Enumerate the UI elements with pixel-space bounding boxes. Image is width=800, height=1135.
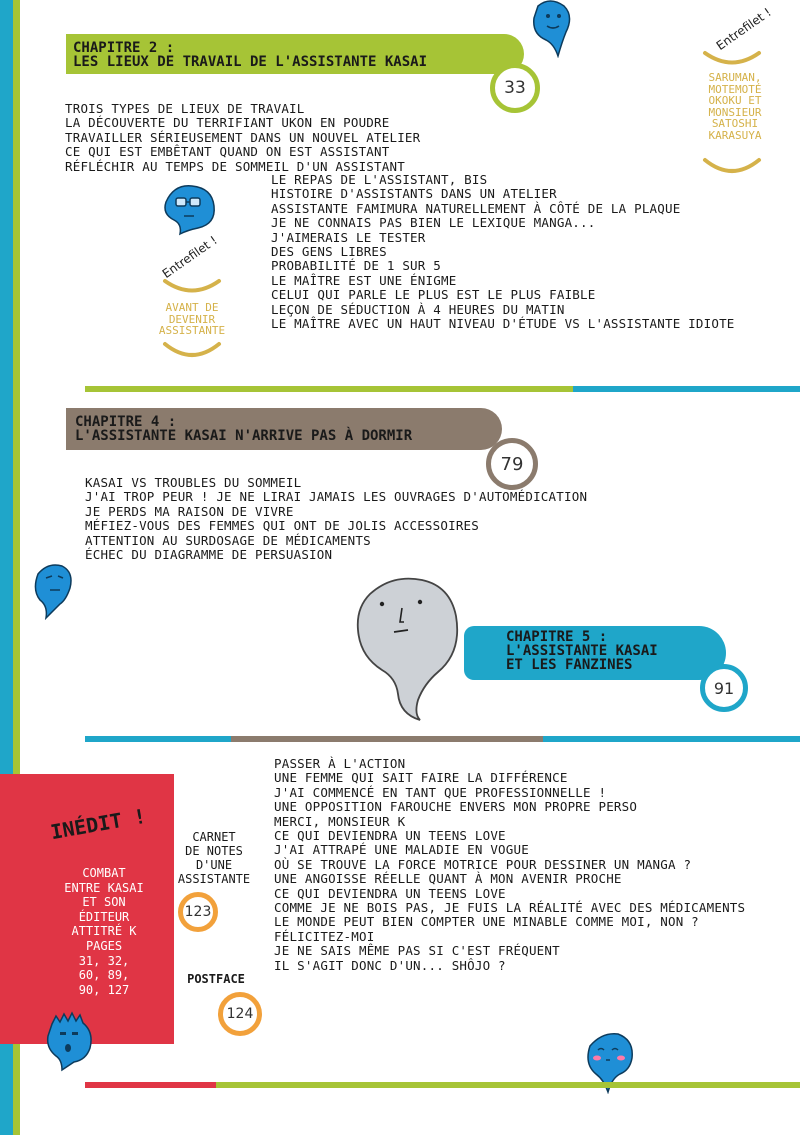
carnet-label: CARNET DE NOTES D'UNE ASSISTANTE xyxy=(177,830,251,886)
chapter2-list-left xyxy=(65,102,420,174)
list-item: PROBABILITÉ DE 1 SUR 5 xyxy=(271,258,441,274)
divider-lime xyxy=(216,1082,800,1088)
entrefilet-top xyxy=(690,5,780,190)
list-item: LA DÉCOUVERTE DU TERRIFIANT UKON EN POUDRE xyxy=(65,115,390,131)
list-item: LE REPAS DE L'ASSISTANT, BIS xyxy=(271,172,488,187)
list-item: UNE OPPOSITION FAROUCHE ENVERS MON PROPRE PERSO xyxy=(274,799,638,815)
list-item: ASSISTANTE FAMIMURA NATURELLEMENT À CÔTÉ DE LA PLAQUE xyxy=(271,200,681,216)
divider-red xyxy=(85,1082,216,1088)
grey-ghost-icon xyxy=(352,574,472,722)
list-item: JE NE SAIS MÊME PAS SI C'EST FRÉQUENT xyxy=(274,943,560,959)
divider-cyan xyxy=(85,736,231,742)
smile-arc-bottom xyxy=(702,156,762,178)
list-item: UNE FEMME QUI SAIT FAIRE LA DIFFÉRENCE xyxy=(274,770,568,786)
list-item: TRAVAILLER SÉRIEUSEMENT DANS UN NOUVEL ATELIER xyxy=(65,129,421,145)
list-item: RÉFLÉCHIR AU TEMPS DE SOMMEIL D'UN ASSISTANT xyxy=(65,158,405,174)
inedit-text: COMBAT ENTRE KASAI ET SON ÉDITEUR ATTITRÉ K PAGES 31, 32, 60, 89, 90, 127 xyxy=(64,866,144,997)
chapter5-title: CHAPITRE 5 : L'ASSISTANTE KASAI ET LES FANZINES xyxy=(506,629,658,673)
entrefilet-label: Entrefilet ! xyxy=(713,5,774,53)
list-item: HISTOIRE D'ASSISTANTS DANS UN ATELIER xyxy=(271,186,557,202)
entrefilet-label: Entrefilet ! xyxy=(159,233,220,281)
spiky-ghost-icon xyxy=(40,1010,100,1072)
list-item: J'AI TROP PEUR ! JE NE LIRAI JAMAIS LES OUVRAGES D'AUTOMÉDICATION xyxy=(85,489,588,505)
smile-arc-top xyxy=(162,278,222,294)
divider-cyan xyxy=(573,386,800,392)
list-item: CE QUI DEVIENDRA UN TEENS LOVE xyxy=(274,828,506,844)
entrefilet-left xyxy=(142,233,242,380)
postface-label: POSTFACE xyxy=(187,972,245,986)
list-item: CE QUI EST EMBÊTANT QUAND ON EST ASSISTANT xyxy=(65,144,390,160)
list-item: J'AI ATTRAPÉ UNE MALADIE EN VOGUE xyxy=(274,842,529,858)
list-item: J'AIMERAIS LE TESTER xyxy=(271,229,426,245)
list-item: LE MAÎTRE AVEC UN HAUT NIVEAU D'ÉTUDE VS L'ASSISTANTE IDIOTE xyxy=(271,316,735,332)
list-item: LE MONDE PEUT BIEN COMPTER UNE MINABLE COMME MOI, NON ? xyxy=(274,914,699,930)
ghost-glasses-icon xyxy=(160,182,222,238)
chapter2-title: CHAPITRE 2 : LES LIEUX DE TRAVAIL DE L'ASSISTANTE KASAI xyxy=(73,40,428,70)
chapter2-page-number: 33 xyxy=(490,63,540,113)
list-item: MÉFIEZ-VOUS DES FEMMES QUI ONT DE JOLIS ACCESSOIRES xyxy=(85,518,480,534)
list-item: OÙ SE TROUVE LA FORCE MOTRICE POUR DESSINER UN MANGA ? xyxy=(274,856,692,872)
chapter2-list-right xyxy=(271,173,735,331)
list-item: LE MAÎTRE EST UNE ÉNIGME xyxy=(271,272,457,288)
chapter4-list xyxy=(85,476,587,562)
list-item: KASAI VS TROUBLES DU SOMMEIL xyxy=(85,475,302,490)
smile-arc-bottom xyxy=(162,340,222,362)
list-item: PASSER À L'ACTION xyxy=(274,756,406,771)
list-item: LEÇON DE SÉDUCTION À 4 HEURES DU MATIN xyxy=(271,301,565,317)
chapter5-list xyxy=(274,757,745,973)
postface-page-number: 124 xyxy=(218,992,262,1036)
list-item: JE NE CONNAIS PAS BIEN LE LEXIQUE MANGA... xyxy=(271,215,596,231)
list-item: FÉLICITEZ-MOI xyxy=(274,928,375,944)
list-item: MERCI, MONSIEUR K xyxy=(274,813,406,829)
list-item: UNE ANGOISSE RÉELLE QUANT À MON AVENIR PROCHE xyxy=(274,871,622,887)
list-item: CE QUI DEVIENDRA UN TEENS LOVE xyxy=(274,885,506,901)
blue-ghost-icon xyxy=(528,0,578,58)
entrefilet-top-text: SARUMAN, MOTEMOTÉ OKOKU ET MONSIEUR SATOSHI KARASUYA xyxy=(708,71,762,142)
list-item: ATTENTION AU SURDOSAGE DE MÉDICAMENTS xyxy=(85,532,371,548)
list-item: TROIS TYPES DE LIEUX DE TRAVAIL xyxy=(65,101,305,116)
chapter5-page-number: 91 xyxy=(700,664,748,712)
list-item: CELUI QUI PARLE LE PLUS EST LE PLUS FAIBLE xyxy=(271,287,596,303)
list-item: IL S'AGIT DONC D'UN... SHÔJO ? xyxy=(274,957,506,973)
list-item: DES GENS LIBRES xyxy=(271,244,387,260)
list-item: J'AI COMMENCÉ EN TANT QUE PROFESSIONNELLE ! xyxy=(274,784,607,800)
divider-lime xyxy=(85,386,573,392)
entrefilet-left-text: AVANT DE DEVENIR ASSISTANTE xyxy=(158,301,226,337)
carnet-page-number: 123 xyxy=(178,892,218,932)
divider-taupe xyxy=(231,736,543,742)
chapter4-page-number: 79 xyxy=(486,438,538,490)
smile-arc-top xyxy=(702,50,762,66)
chapter4-title: CHAPITRE 4 : L'ASSISTANTE KASAI N'ARRIVE PAS À DORMIR xyxy=(75,414,413,444)
small-ghost-icon xyxy=(30,560,78,620)
divider-cyan-2 xyxy=(543,736,800,742)
list-item: COMME JE NE BOIS PAS, JE FUIS LA RÉALITÉ AVEC DES MÉDICAMENTS xyxy=(274,900,746,916)
inedit-title: INÉDIT ! xyxy=(48,803,148,845)
list-item: JE PERDS MA RAISON DE VIVRE xyxy=(85,503,294,519)
list-item: ÉCHEC DU DIAGRAMME DE PERSUASION xyxy=(85,547,333,563)
